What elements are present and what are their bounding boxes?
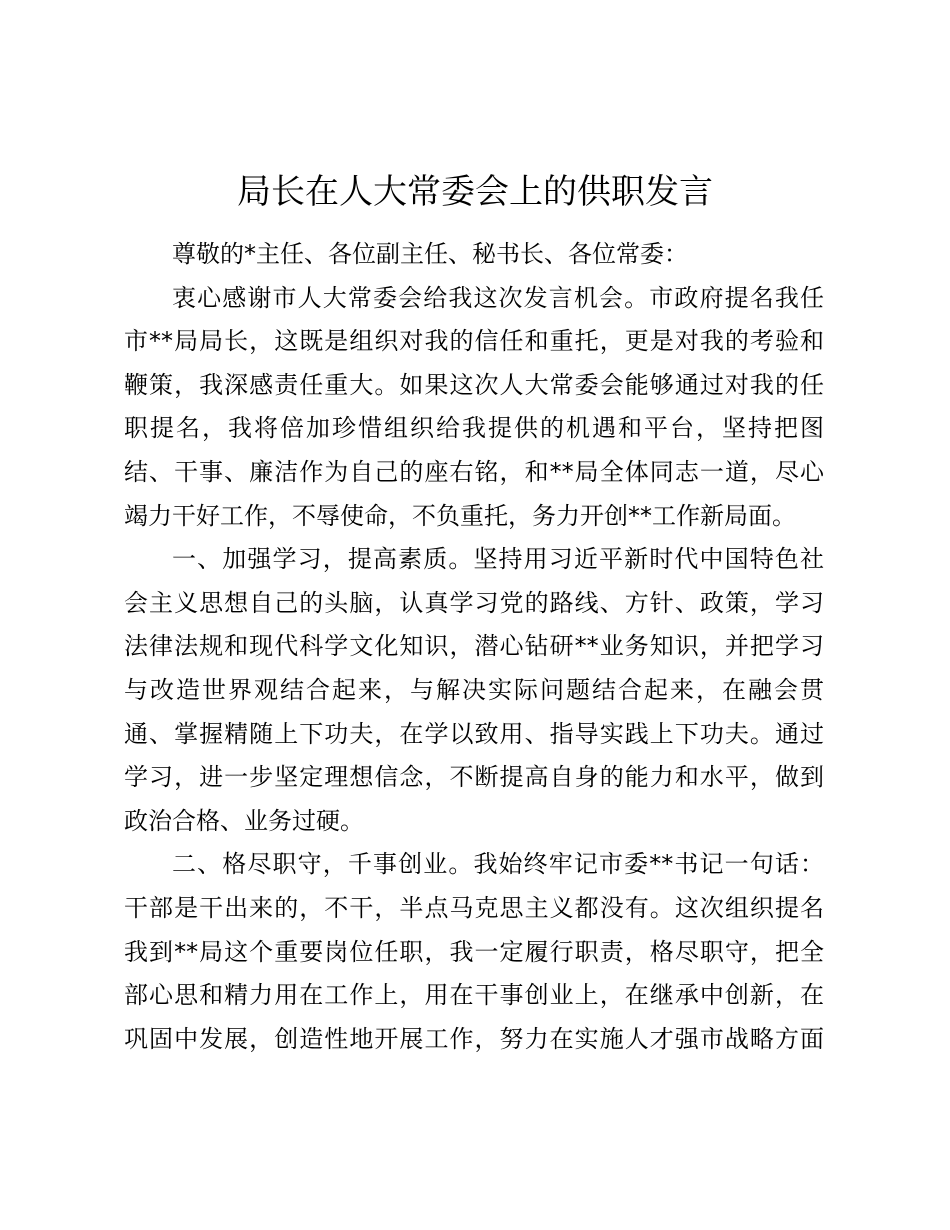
document-title: 局长在人大常委会上的供职发言 [237,172,713,212]
text-line: 与改造世界观结合起来，与解决实际问题结合起来，在融会贯 [124,675,824,704]
text-line: 部心思和精力用在工作上，用在干事创业上，在继承中创新，在 [124,981,824,1010]
text-line: 政治合格、业务过硬。 [124,806,364,835]
text-line: 结、干事、廉洁作为自己的座右铭，和**局全体同志一道，尽心 [124,457,824,486]
document-body [124,233,824,1061]
text-line: 二、格尽职守，千事创业。我始终牢记市委**书记一句话： [172,850,824,879]
text-line: 鞭策，我深感责任重大。如果这次人大常委会能够通过对我的任 [124,370,824,399]
text-line: 尊敬的*主任、各位副主任、秘书长、各位常委： [172,240,688,268]
text-line: 市**局局长，这既是组织对我的信任和重托，更是对我的考验和 [124,327,824,356]
text-line: 竭力干好工作，不辱使命，不负重托，务力开创**工作新局面。 [124,501,796,530]
text-line: 一、加强学习，提高素质。坚持用习近平新时代中国特色社 [172,545,824,574]
text-line: 职提名，我将倍加珍惜组织给我提供的机遇和平台，坚持把图 [124,414,824,443]
text-line: 会主义思想自己的头脑，认真学习党的路线、方针、政策，学习 [124,588,824,617]
text-line: 巩固中发展，创造性地开展工作，努力在实施人才强市战略方面 [124,1024,824,1053]
text-line: 学习，进一步坚定理想信念，不断提高自身的能力和水平，做到 [124,763,824,792]
text-line: 衷心感谢市人大常委会给我这次发言机会。市政府提名我任 [172,283,824,312]
text-line: 干部是干出来的，不干，半点马克思主义都没有。这次组织提名 [124,893,824,922]
text-line: 我到**局这个重要岗位任职，我一定履行职责，格尽职守，把全 [124,937,824,966]
text-line: 通、掌握精随上下功夫，在学以致用、指导实践上下功夫。通过 [124,719,824,748]
text-line: 法律法规和现代科学文化知识，潜心钻研**业务知识，并把学习 [124,632,824,661]
